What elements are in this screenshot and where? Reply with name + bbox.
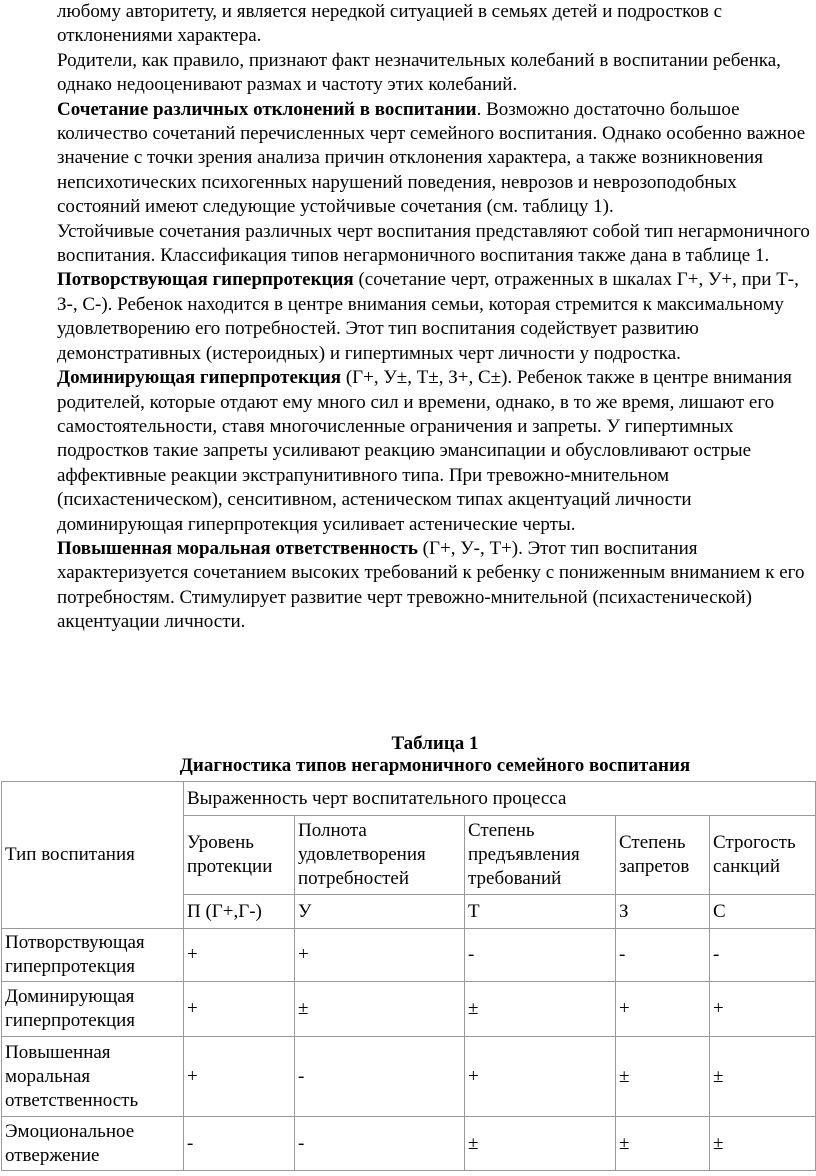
table-caption: Таблица 1 <box>391 733 479 754</box>
paragraph-text: . Возможно достаточно большое количество сочетаний перечисленных черт семейного воспитания. Однако особенно важное значение с точки зрения анализа причин отклонения характера, а также возникновения непсихотических психогенных нарушений поведения, неврозов и неврозоподобных состояний имеют следующие устойчивые сочетания (см. таблицу 1). <box>57 98 806 218</box>
value-cell: - <box>710 929 816 982</box>
group-header: Выраженность черт воспитательного процесса <box>184 782 816 816</box>
paragraph-lead: Повышенная моральная ответственность <box>57 537 418 559</box>
paragraph <box>57 0 816 49</box>
table-header-row <box>2 782 816 816</box>
paragraph <box>57 366 816 537</box>
paragraph <box>57 49 816 98</box>
value-cell: + <box>710 982 816 1037</box>
table-captions <box>0 733 816 777</box>
table-row <box>2 929 816 982</box>
paragraph <box>57 220 816 269</box>
value-cell: ± <box>710 1037 816 1117</box>
column-code: С <box>710 895 816 929</box>
paragraph-text: Устойчивые сочетания различных черт воспитания представляют собой тип негармоничного воспитания. Классификация типов негармоничного воспитания также дана в таблице 1. <box>57 220 810 267</box>
body-text <box>57 0 816 635</box>
value-cell: - <box>295 1037 465 1117</box>
value-cell: + <box>616 982 710 1037</box>
value-cell: - <box>295 1117 465 1171</box>
value-cell: ± <box>465 982 616 1037</box>
column-header: Уровень протекции <box>184 816 295 895</box>
paragraph-text: Родители, как правило, признают факт незначительных колебаний в воспитании ребенка, однако недооценивают размах и частоту этих колебаний. <box>57 49 781 96</box>
type-cell: Повышенная моральная ответственность <box>2 1037 184 1117</box>
value-cell: ± <box>710 1117 816 1171</box>
value-cell: ± <box>616 1037 710 1117</box>
column-code: Т <box>465 895 616 929</box>
value-cell: - <box>465 929 616 982</box>
value-cell: - <box>184 1117 295 1171</box>
column-header: Строгость санкций <box>710 816 816 895</box>
table-row <box>2 1117 816 1171</box>
paragraph-text: (Г+, У-, Т+). Этот тип воспитания характеризуется сочетанием высоких требований к ребенку с пониженным вниманием к его потребностям. Стимулирует развитие черт тревожно-мнительной (психастенической) акцентуации личности. <box>57 537 805 633</box>
table-title: Диагностика типов негармоничного семейного воспитания <box>179 755 691 776</box>
column-code: П (Г+,Г-) <box>184 895 295 929</box>
column-header: Степень предъявления требований <box>465 816 616 895</box>
paragraph-text: любому авторитету, и является нередкой ситуацией в семьях детей и подростков с отклонениями характера. <box>57 1 723 47</box>
value-cell: + <box>465 1037 616 1117</box>
paragraph <box>57 268 816 366</box>
paragraph-text: (сочетание черт, отраженных в шкалах Г+, У+, при Т-, З-, С-). Ребенок находится в центре внимания семьи, которая стремится к максимальному удовлетворению его потребностей. Этот тип воспитания содействует развитию демонстративных (истероидных) и гипертимных черт личности у подростка. <box>57 269 799 364</box>
value-cell: ± <box>616 1117 710 1171</box>
table-row <box>2 982 816 1037</box>
column-code: З <box>616 895 710 929</box>
paragraph <box>57 537 816 635</box>
table-row <box>2 1037 816 1117</box>
column-header: Полнота удовлетворения потребностей <box>295 816 465 895</box>
value-cell: + <box>184 929 295 982</box>
type-cell: Доминирующая гиперпротекция <box>2 982 184 1037</box>
type-cell: Эмоциональное отвержение <box>2 1117 184 1171</box>
paragraph-lead: Сочетание различных отклонений в воспитании <box>57 98 477 120</box>
paragraph <box>57 98 816 220</box>
type-cell: Потворствующая гиперпротекция <box>2 929 184 982</box>
paragraph-lead: Потворствующая гиперпротекция <box>57 269 354 291</box>
diagnostics-table <box>1 781 816 1171</box>
paragraph-lead: Доминирующая гиперпротекция <box>57 367 342 389</box>
column-code: У <box>295 895 465 929</box>
value-cell: - <box>616 929 710 982</box>
type-header: Тип воспитания <box>2 782 184 929</box>
value-cell: ± <box>465 1117 616 1171</box>
value-cell: + <box>184 1037 295 1117</box>
value-cell: ± <box>295 982 465 1037</box>
value-cell: + <box>295 929 465 982</box>
paragraph-text: (Г+, У±, Т±, З+, С±). Ребенок также в центре внимания родителей, которые отдают ему много сил и времени, однако, в то же время, лишают его самостоятельности, ставя многочисленные ограничения и запреты. У гипертимных подростков такие запреты усиливают реакцию эмансипации и обусловливают острые аффективные реакции экстрапунитивного типа. При тревожно-мнительном (психастеническом), сенситивном, астеническом типах акцентуаций личности доминирующая гиперпротекция усиливает астенические черты. <box>57 367 792 535</box>
value-cell: + <box>184 982 295 1037</box>
column-header: Степень запретов <box>616 816 710 895</box>
